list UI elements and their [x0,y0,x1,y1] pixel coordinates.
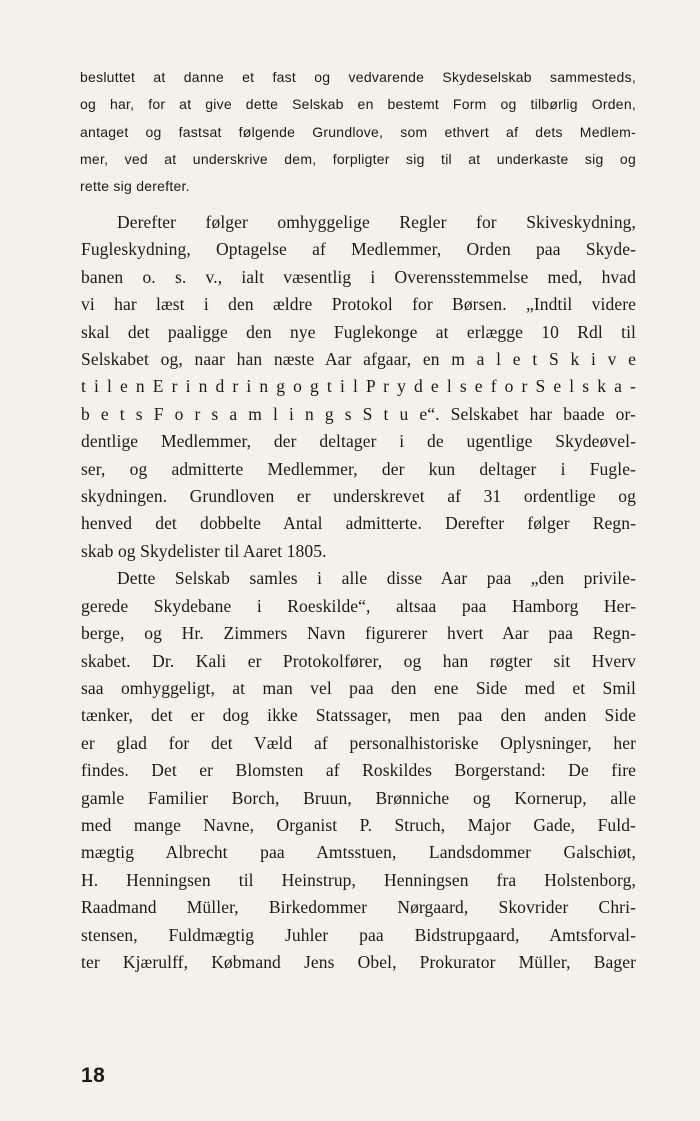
text-line: vi har læst i den ældre Protokol for Børsen. „Indtil videre [81,294,636,315]
text-line: Derefter følger omhyggelige Regler for Skiveskydning, [117,212,636,232]
text-line: berge, og Hr. Zimmers Navn figurerer hvert Aar paa Regn- [81,623,636,644]
page-number: 18 [81,1064,106,1087]
text-line: ser, og admitterte Medlemmer, der kun deltager i Fugle- [81,458,636,479]
text-line: skabet. Dr. Kali er Protokolfører, og han røgter sit Hverv [81,650,636,671]
text-line: rette sig derefter. [80,178,190,195]
text-line: findes. Det er Blomsten af Roskildes Borgerstand: De fire [81,760,636,781]
text-line: antaget og fastsat følgende Grundlove, som ethvert af dets Medlem- [80,123,636,140]
text-line: gamle Familier Borch, Bruun, Brønniche og Kornerup, alle [81,787,636,808]
text-line: dentlige Medlemmer, der deltager i de ugentlige Skydeøvel- [81,431,636,452]
text-line: mer, ved at underskrive dem, forpligter sig til at underkaste sig og [80,150,636,167]
text-line: t i l e n E r i n d r i n g o g t i l P r y d e l s e f o r S e l s k a - [81,376,636,397]
text-line: mægtig Albrecht paa Amtsstuen, Landsdommer Galschiøt, [81,842,636,863]
text-line: skab og Skydelister til Aaret 1805. [81,540,327,561]
text-line: saa omhyggeligt, at man vel paa den ene Side med et Smil [81,677,636,698]
text-line: henved det dobbelte Antal admitterte. Derefter følger Regn- [81,513,636,534]
text-line: Selskabet og, naar han næste Aar afgaar, en m a l e t S k i v e [81,349,636,370]
text-line: skydningen. Grundloven er underskrevet af 31 ordentlige og [81,486,636,507]
quoted-statute-text [80,64,636,200]
text-line: Fugleskydning, Optagelse af Medlemmer, Orden paa Skyde- [81,239,636,260]
text-line: stensen, Fuldmægtig Juhler paa Bidstrupgaard, Amtsforval- [81,924,636,945]
paragraph-1 [81,209,636,565]
text-line: med mange Navne, Organist P. Struch, Major Gade, Fuld- [81,814,636,835]
paragraph-2 [81,565,636,976]
text-line: b e t s F o r s a m l i n g s S t u e“. Selskabet har baade or- [81,403,636,424]
text-line: H. Henningsen til Heinstrup, Henningsen fra Holstenborg, [81,869,636,890]
text-line: tænker, det er dog ikke Statssager, men paa den anden Side [81,705,636,726]
text-line: ter Kjærulff, Købmand Jens Obel, Prokurator Müller, Bager [81,951,636,972]
text-line: gerede Skydebane i Roeskilde“, altsaa paa Hamborg Her- [81,595,636,616]
text-line: Raadmand Müller, Birkedommer Nørgaard, Skovrider Chri- [81,897,636,918]
text-line: er glad for det Væld af personalhistoriske Oplysninger, her [81,732,636,753]
body-text [81,209,636,976]
text-line: banen o. s. v., ialt væsentlig i Overensstemmelse med, hvad [81,266,636,287]
text-line: Dette Selskab samles i alle disse Aar paa „den privile- [117,568,636,589]
text-line: besluttet at danne et fast og vedvarende Skydeselskab sammesteds, [80,69,636,85]
text-line: skal det paaligge den nye Fuglekonge at erlægge 10 Rdl til [81,321,636,342]
text-line: og har, for at give dette Selskab en bestemt Form og tilbørlig Orden, [80,96,636,113]
